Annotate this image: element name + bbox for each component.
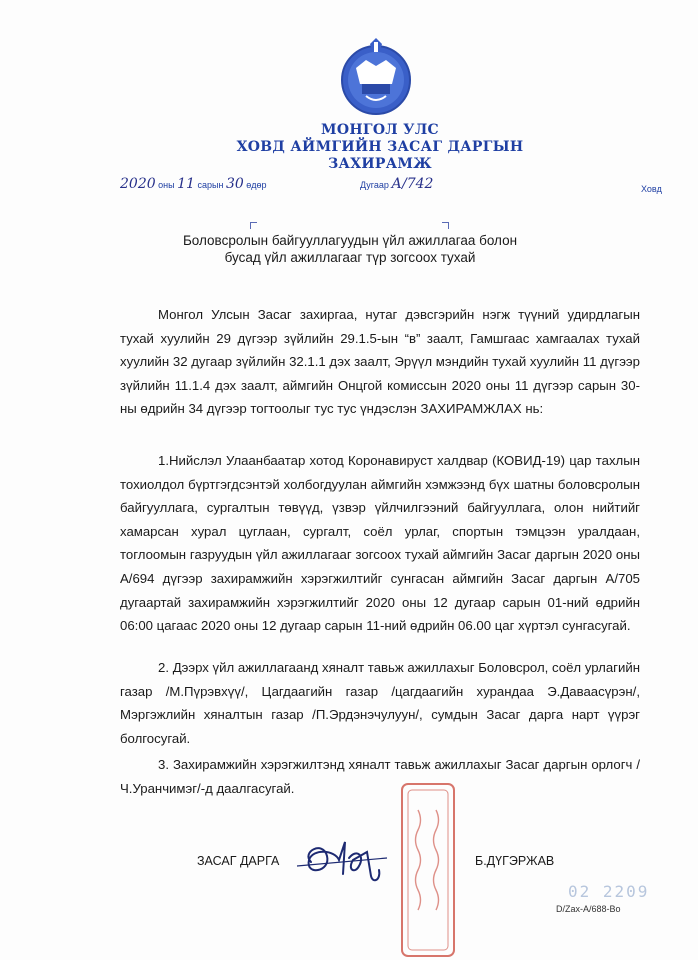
- title-bracket-right: [442, 222, 449, 229]
- number-label: Дугаар: [360, 180, 389, 190]
- date-day: 30: [225, 176, 244, 192]
- state-emblem-icon: [336, 38, 416, 118]
- date-month: 11: [177, 176, 195, 192]
- signer-name: Б.ДҮГЭРЖАВ: [475, 854, 555, 868]
- document-code: D/Zax-A/688-Bo: [556, 904, 621, 914]
- number-line: [360, 176, 433, 192]
- date-month-suffix: сарын: [197, 180, 224, 190]
- title-line-1: Боловсролын байгууллагуудын үйл ажиллагаа болон: [182, 233, 518, 248]
- preamble-paragraph: Монгол Улсын Засаг захиргаа, нутаг дэвсгэрийн нэгж түүний удирдлагын тухай хуулийн 29 дүгээр зүйлийн 29.1.5-ын “в” заалт, Гамшгаас хамгаалах тухай хуулийн 32 дугаар зүйлийн 32.1.1 дэх заалт, Эрүүл мэндийн тухай хуулийн 11 дүгээр зүйлийн 11.1.4 дэх заалт, аймгийн Онцгой комиссын 2020 оны 11 дүгээр сарын 30-ны өдрийн 34 дүгээр тогтоолыг тус тус үндэслэн ЗАХИРАМЖЛАХ нь:: [120, 307, 640, 417]
- date-line: [120, 176, 267, 192]
- header-decree: ЗАХИРАМЖ: [328, 156, 432, 172]
- clause-2: 2. Дээрх үйл ажиллагаанд хяналт тавьж ажиллахыг Боловсрол, соёл урлагийн газар /М.Пүрэвхүү/, Цагдаагийн газар /цагдаагийн хурандаа Э.Даваасүрэн/, Мэргэжлийн хяналтын газар /П.Эрдэнэчулуун/, сумдын Засаг дарга нарт үүрэг болгосугай.: [120, 660, 640, 746]
- decree-title: [180, 232, 520, 266]
- header-country: МОНГОЛ УЛС: [321, 122, 439, 138]
- stamp-number: 02 2209: [568, 882, 650, 901]
- seal-stamp-icon: [398, 780, 458, 960]
- signature-scribble-icon: [283, 830, 403, 890]
- clause-3: 3. Захирамжийн хэрэгжилтэнд хяналт тавьж ажиллахыг Засаг даргын орлогч /Ч.Уранчимэг/-д даалгасугай.: [120, 757, 640, 796]
- title-line-2: бусад үйл ажиллагааг түр зогсоох тухай: [224, 250, 476, 265]
- date-day-suffix: өдөр: [246, 180, 267, 190]
- place-label: Ховд: [641, 184, 662, 194]
- decree-number: А/742: [391, 176, 434, 192]
- clause-1: 1.Нийслэл Улаанбаатар хотод Коронавируст халдвар (КОВИД-19) цар тахлын тохиолдол бүртгэгдсэнтэй холбогдуулан аймгийн хэмжээнд бүх шатны боловсролын байгууллага, сургалтын төвүүд, үзвэр үйлчилгээний байгууллага, олон нийтийг хамарсан хурал цуглаан, сургалт, соёл урлаг, спортын тэмцээн уралдаан, тоглоомын газруудын үйл ажиллагааг зогсоох тухай аймгийн Засаг даргын 2020 оны А/694 дүгээр захирамжийн хэрэгжилтийг сунгасан аймгийн Засаг даргын А/705 дугаартай захирамжийн хэрэгжилтийг 2020 оны 12 дугаар сарын 01-ний өдрийн 06:00 цагаас 2020 оны 12 дугаар сарын 11-ний өдрийн 06.00 цаг хүртэл сунгасугай.: [120, 453, 640, 634]
- date-year: 2020: [120, 176, 156, 192]
- date-year-suffix: оны: [158, 180, 175, 190]
- title-bracket-left: [250, 222, 257, 229]
- header-aimag-governor: ХОВД АЙМГИЙН ЗАСАГ ДАРГЫН: [236, 139, 524, 155]
- signer-title: ЗАСАГ ДАРГА: [197, 854, 280, 868]
